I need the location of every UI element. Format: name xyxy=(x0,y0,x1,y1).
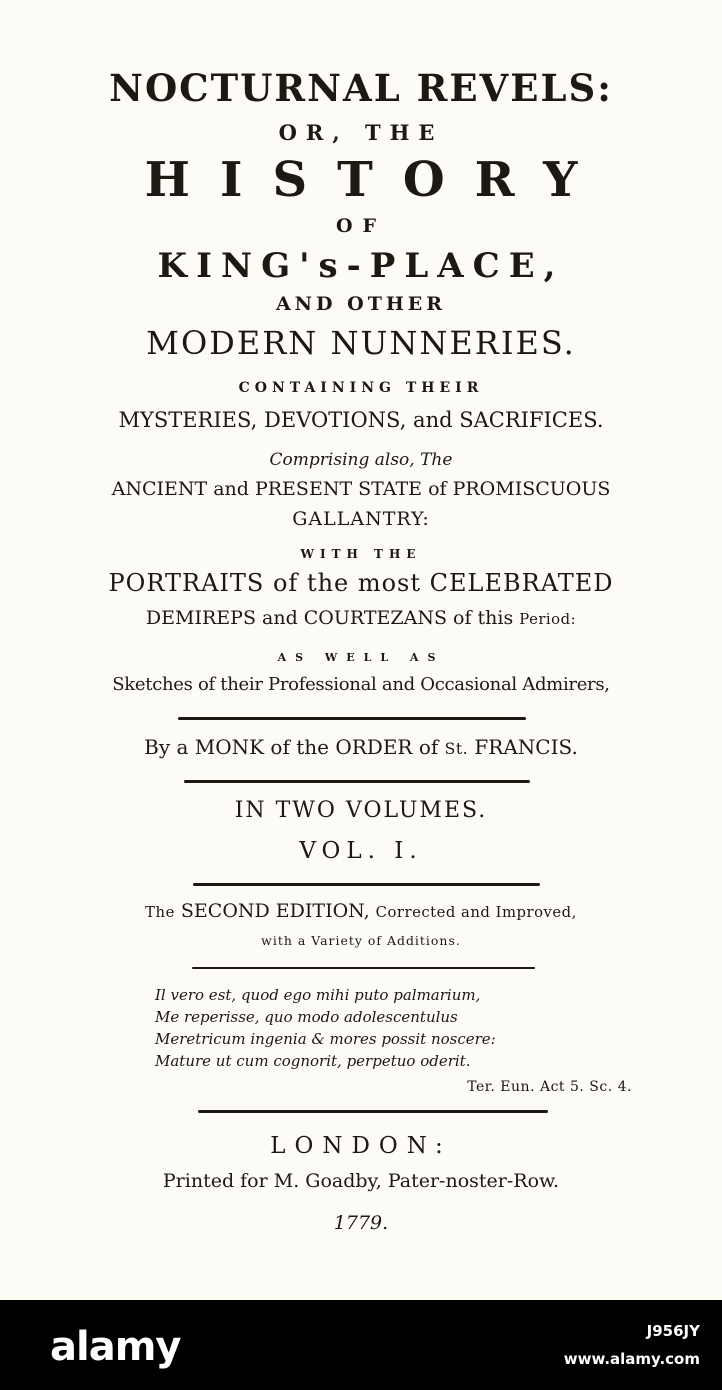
variety-text: with a Variety of Additions. xyxy=(261,933,461,948)
gallantry-line: GALLANTRY: xyxy=(292,508,430,530)
printer-line: Printed for M. Goadby, Pater-noster-Row. xyxy=(162,1170,560,1192)
vol-line: VOL. I. xyxy=(299,838,423,864)
variety-line xyxy=(0,932,722,948)
rule-3 xyxy=(193,883,540,886)
st-francis-text: FRANCIS. xyxy=(474,735,578,759)
london-line: LONDON: xyxy=(270,1133,452,1159)
watermark-bar xyxy=(0,1300,722,1390)
st-prefix: St. xyxy=(444,740,469,758)
edition-prefix: The xyxy=(145,904,175,921)
subtitle-modern-nunneries: MODERN NUNNERIES. xyxy=(146,324,576,362)
with-the-line: WITH THE xyxy=(300,547,422,561)
portraits-line: PORTRAITS of the most CELEBRATED xyxy=(108,569,614,597)
alamy-logo: alamy xyxy=(50,1324,181,1370)
rule-4 xyxy=(192,967,535,969)
corrected-text: Corrected and Improved, xyxy=(375,904,577,921)
subtitle-kings-place: KING's-PLACE, xyxy=(157,246,565,286)
subtitle-of: OF xyxy=(335,215,387,237)
comprising-line: Comprising also, The xyxy=(269,450,453,470)
rule-5 xyxy=(198,1110,548,1113)
containing-line: CONTAINING THEIR xyxy=(238,380,484,396)
latin-line-2: Me reperisse, quo modo adolescentulus xyxy=(155,1008,458,1026)
year-line: 1779. xyxy=(333,1212,389,1234)
site-url: www.alamy.com xyxy=(563,1350,700,1368)
image-id: J956JY xyxy=(646,1322,700,1340)
latin-line-4: Mature ut cum cognorit, perpetuo oderit. xyxy=(155,1052,471,1070)
mysteries-line: MYSTERIES, DEVOTIONS, and SACRIFICES. xyxy=(118,408,604,432)
as-well-as-line: AS WELL AS xyxy=(277,651,445,664)
demireps-text: DEMIREPS and COURTEZANS of this xyxy=(145,607,514,629)
latin-line-1: Il vero est, quod ego mihi puto palmarium, xyxy=(155,986,481,1004)
author-line xyxy=(0,737,722,758)
sketches-line: Sketches of their Professional and Occasional Admirers, xyxy=(112,674,610,695)
demireps-line xyxy=(0,609,722,628)
period-text: Period: xyxy=(519,611,577,628)
latin-line-3: Meretricum ingenia & mores possit noscere: xyxy=(155,1030,496,1048)
subtitle-or-the: OR, THE xyxy=(278,120,444,145)
book-title: NOCTURNAL REVELS: xyxy=(109,66,613,110)
volumes-line: IN TWO VOLUMES. xyxy=(234,798,488,823)
latin-source: Ter. Eun. Act 5. Sc. 4. xyxy=(467,1079,632,1095)
subtitle-and-other: AND OTHER xyxy=(275,293,447,315)
rule-1 xyxy=(178,717,526,720)
ancient-state-line: ANCIENT and PRESENT STATE of PROMISCUOUS xyxy=(111,478,611,500)
subtitle-history: HISTORY xyxy=(144,152,608,208)
edition-text: SECOND EDITION, xyxy=(180,900,370,922)
edition-line xyxy=(0,902,722,921)
rule-2 xyxy=(184,780,530,783)
author-text: By a MONK of the ORDER of xyxy=(144,735,439,759)
